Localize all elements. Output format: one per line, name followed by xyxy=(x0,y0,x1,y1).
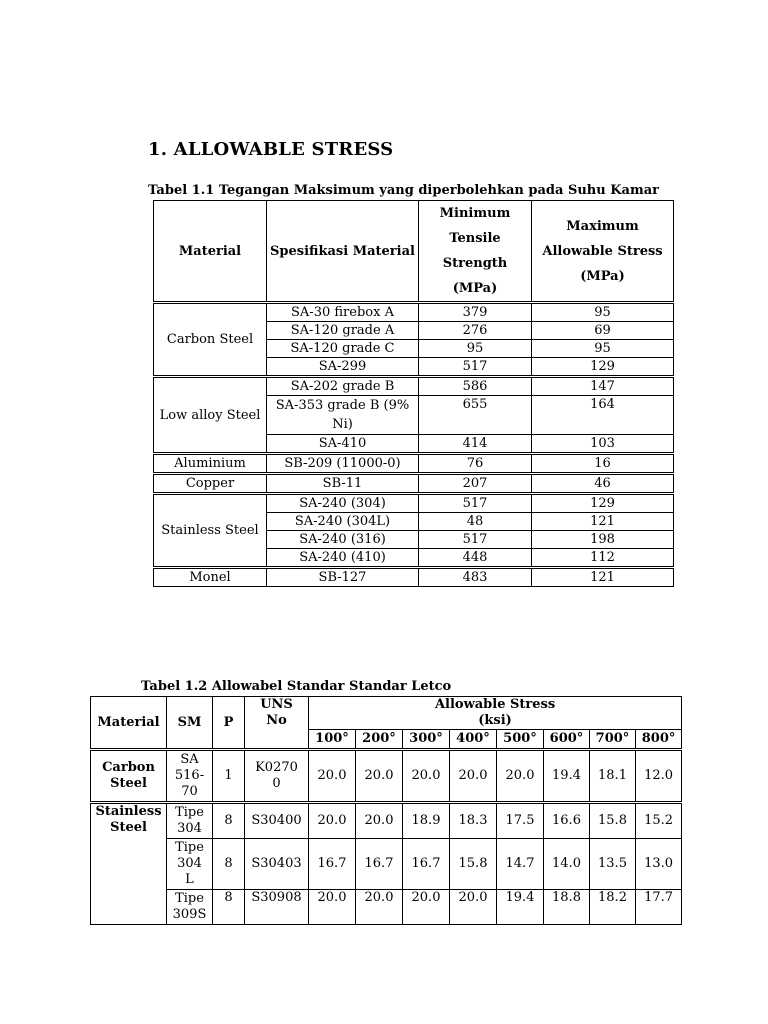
stress-cell: 16.7 xyxy=(403,839,450,890)
allowable-cell: 198 xyxy=(532,531,674,549)
table-row xyxy=(91,890,682,925)
group-low-alloy-steel: Low alloy Steel xyxy=(154,377,267,454)
header-material: Material xyxy=(154,201,267,303)
spec-cell xyxy=(267,396,419,435)
stress-cell: 19.4 xyxy=(544,750,590,803)
stress-cell: 15.8 xyxy=(450,839,497,890)
tensile-cell: 48 xyxy=(419,513,532,531)
stress-cell: 20.0 xyxy=(309,803,356,839)
tensile-cell: 448 xyxy=(419,549,532,568)
header-uns-line: UNS xyxy=(260,697,293,712)
spec-cell: SA-240 (304) xyxy=(267,494,419,513)
group-carbon-steel: Carbon Steel xyxy=(154,303,267,377)
temp-header: 200° xyxy=(356,730,403,750)
stress-cell: 18.8 xyxy=(544,890,590,925)
header-spec: Spesifikasi Material xyxy=(267,201,419,303)
stress-cell: 20.0 xyxy=(356,890,403,925)
allowable-cell: 69 xyxy=(532,322,674,340)
tensile-cell: 483 xyxy=(419,568,532,587)
stress-cell: 20.0 xyxy=(356,803,403,839)
stress-cell: 20.0 xyxy=(450,750,497,803)
sm-cell xyxy=(167,839,213,890)
uns-cell: S30908 xyxy=(245,890,309,925)
spec-cell: SA-202 grade B xyxy=(267,377,419,396)
uns-cell xyxy=(245,750,309,803)
tensile-cell: 276 xyxy=(419,322,532,340)
table-row xyxy=(91,803,682,839)
sm-cell xyxy=(167,890,213,925)
header-allowable-line: Allowable Stress xyxy=(434,697,556,712)
allowable-cell: 95 xyxy=(532,340,674,358)
spec-cell: SA-30 firebox A xyxy=(267,303,419,322)
allowable-cell: 129 xyxy=(532,358,674,377)
temp-header: 700° xyxy=(590,730,636,750)
sm-cell xyxy=(167,750,213,803)
stress-cell: 16.7 xyxy=(356,839,403,890)
allowable-cell: 112 xyxy=(532,549,674,568)
uns-line: 0 xyxy=(272,776,281,791)
material-stainless-steel xyxy=(91,803,167,925)
sm-line: 70 xyxy=(181,784,198,799)
spec-cell: SA-120 grade A xyxy=(267,322,419,340)
stress-cell: 17.7 xyxy=(636,890,682,925)
table2-caption: Tabel 1.2 Allowabel Standar Standar Letco xyxy=(141,679,452,694)
spec-line: Ni) xyxy=(332,417,353,432)
header-tensile-line: (MPa) xyxy=(452,281,498,296)
sm-line: 309S xyxy=(172,907,207,922)
sm-line: 304 xyxy=(177,821,202,836)
header-uns xyxy=(245,697,309,750)
table-row xyxy=(154,454,674,474)
table-row xyxy=(154,474,674,494)
material-carbon-steel xyxy=(91,750,167,803)
header-allowable xyxy=(532,201,674,303)
p-cell: 8 xyxy=(213,839,245,890)
header-uns-line: No xyxy=(266,713,287,728)
sm-line: Tipe xyxy=(175,805,204,820)
stress-cell: 16.6 xyxy=(544,803,590,839)
stress-cell: 14.7 xyxy=(497,839,544,890)
header-sm: SM xyxy=(167,697,213,750)
tensile-cell: 379 xyxy=(419,303,532,322)
spec-cell: SA-410 xyxy=(267,435,419,454)
stress-cell: 20.0 xyxy=(403,890,450,925)
sm-line: Tipe xyxy=(175,891,204,906)
group-aluminium: Aluminium xyxy=(154,454,267,474)
header-allowable-line: Maximum xyxy=(566,218,639,234)
allowable-cell: 147 xyxy=(532,377,674,396)
temp-header: 800° xyxy=(636,730,682,750)
stress-cell: 20.0 xyxy=(497,750,544,803)
header-allowable-line: (ksi) xyxy=(478,713,512,728)
allowable-cell: 121 xyxy=(532,513,674,531)
spec-cell: SA-240 (304L) xyxy=(267,513,419,531)
group-monel: Monel xyxy=(154,568,267,587)
table-row xyxy=(91,839,682,890)
tensile-cell: 517 xyxy=(419,531,532,549)
tensile-cell: 95 xyxy=(419,340,532,358)
stress-cell: 12.0 xyxy=(636,750,682,803)
p-cell: 1 xyxy=(213,750,245,803)
tensile-cell: 586 xyxy=(419,377,532,396)
spec-cell: SA-299 xyxy=(267,358,419,377)
material-line: Steel xyxy=(110,820,147,835)
allowable-cell: 16 xyxy=(532,454,674,474)
stress-cell: 20.0 xyxy=(450,890,497,925)
table-row xyxy=(154,494,674,513)
header-allowable-line: Allowable Stress xyxy=(542,243,663,259)
spec-cell: SA-120 grade C xyxy=(267,340,419,358)
tensile-cell: 414 xyxy=(419,435,532,454)
tensile-cell: 517 xyxy=(419,358,532,377)
sm-line: 516- xyxy=(174,768,205,783)
header-tensile-line: Minimum xyxy=(439,206,511,221)
sm-line: L xyxy=(185,872,194,887)
stress-cell: 20.0 xyxy=(309,750,356,803)
header-tensile xyxy=(419,201,532,303)
spec-cell: SA-240 (316) xyxy=(267,531,419,549)
spec-cell: SB-11 xyxy=(267,474,419,494)
stress-cell: 15.8 xyxy=(590,803,636,839)
stress-cell: 15.2 xyxy=(636,803,682,839)
stress-cell: 19.4 xyxy=(497,890,544,925)
tensile-cell: 76 xyxy=(419,454,532,474)
tensile-cell: 655 xyxy=(419,396,532,435)
section-heading: 1. ALLOWABLE STRESS xyxy=(148,139,394,160)
spec-cell: SB-127 xyxy=(267,568,419,587)
header-tensile-line: Strength xyxy=(442,256,508,271)
tensile-cell: 517 xyxy=(419,494,532,513)
temp-header: 600° xyxy=(544,730,590,750)
table2-header-row xyxy=(91,697,682,730)
sm-line: 304 xyxy=(177,856,202,871)
stress-cell: 16.7 xyxy=(309,839,356,890)
temp-header: 500° xyxy=(497,730,544,750)
stress-cell: 14.0 xyxy=(544,839,590,890)
header-tensile-line: Tensile xyxy=(449,231,501,246)
temp-header: 400° xyxy=(450,730,497,750)
material-line: Steel xyxy=(110,776,147,791)
table1-caption: Tabel 1.1 Tegangan Maksimum yang diperbolehkan pada Suhu Kamar xyxy=(148,183,659,198)
header-material: Material xyxy=(91,697,167,750)
table1-header-row xyxy=(154,201,674,303)
table-row xyxy=(91,750,682,803)
allowable-cell: 95 xyxy=(532,303,674,322)
group-stainless-steel: Stainless Steel xyxy=(154,494,267,568)
header-allowable-stress xyxy=(309,697,682,730)
allowable-cell: 103 xyxy=(532,435,674,454)
allowable-stress-table xyxy=(153,200,674,587)
temp-header: 100° xyxy=(309,730,356,750)
sm-cell xyxy=(167,803,213,839)
table-row xyxy=(154,568,674,587)
tensile-cell: 207 xyxy=(419,474,532,494)
allowable-cell: 121 xyxy=(532,568,674,587)
header-allowable-line: (MPa) xyxy=(580,268,625,284)
p-cell: 8 xyxy=(213,803,245,839)
p-cell: 8 xyxy=(213,890,245,925)
stress-cell: 17.5 xyxy=(497,803,544,839)
allowable-cell: 46 xyxy=(532,474,674,494)
allowable-cell: 164 xyxy=(532,396,674,435)
stress-cell: 18.2 xyxy=(590,890,636,925)
material-line: Carbon xyxy=(102,760,155,775)
spec-cell: SA-240 (410) xyxy=(267,549,419,568)
stress-cell: 18.9 xyxy=(403,803,450,839)
table-row xyxy=(154,377,674,396)
uns-cell: S30403 xyxy=(245,839,309,890)
sm-line: SA xyxy=(180,752,199,767)
spec-cell: SB-209 (11000-0) xyxy=(267,454,419,474)
uns-cell: S30400 xyxy=(245,803,309,839)
header-p: P xyxy=(213,697,245,750)
stress-cell: 13.0 xyxy=(636,839,682,890)
stress-cell: 20.0 xyxy=(356,750,403,803)
stress-cell: 20.0 xyxy=(309,890,356,925)
temp-header: 300° xyxy=(403,730,450,750)
stress-cell: 13.5 xyxy=(590,839,636,890)
stress-cell: 20.0 xyxy=(403,750,450,803)
uns-line: K0270 xyxy=(255,760,298,775)
table-row xyxy=(154,303,674,322)
allowable-cell: 129 xyxy=(532,494,674,513)
stress-cell: 18.3 xyxy=(450,803,497,839)
material-line: Stainless xyxy=(95,804,162,819)
stress-cell: 18.1 xyxy=(590,750,636,803)
letco-allowable-table xyxy=(90,696,682,925)
sm-line: Tipe xyxy=(175,840,204,855)
spec-line: SA-353 grade B (9% xyxy=(275,398,410,413)
group-copper: Copper xyxy=(154,474,267,494)
